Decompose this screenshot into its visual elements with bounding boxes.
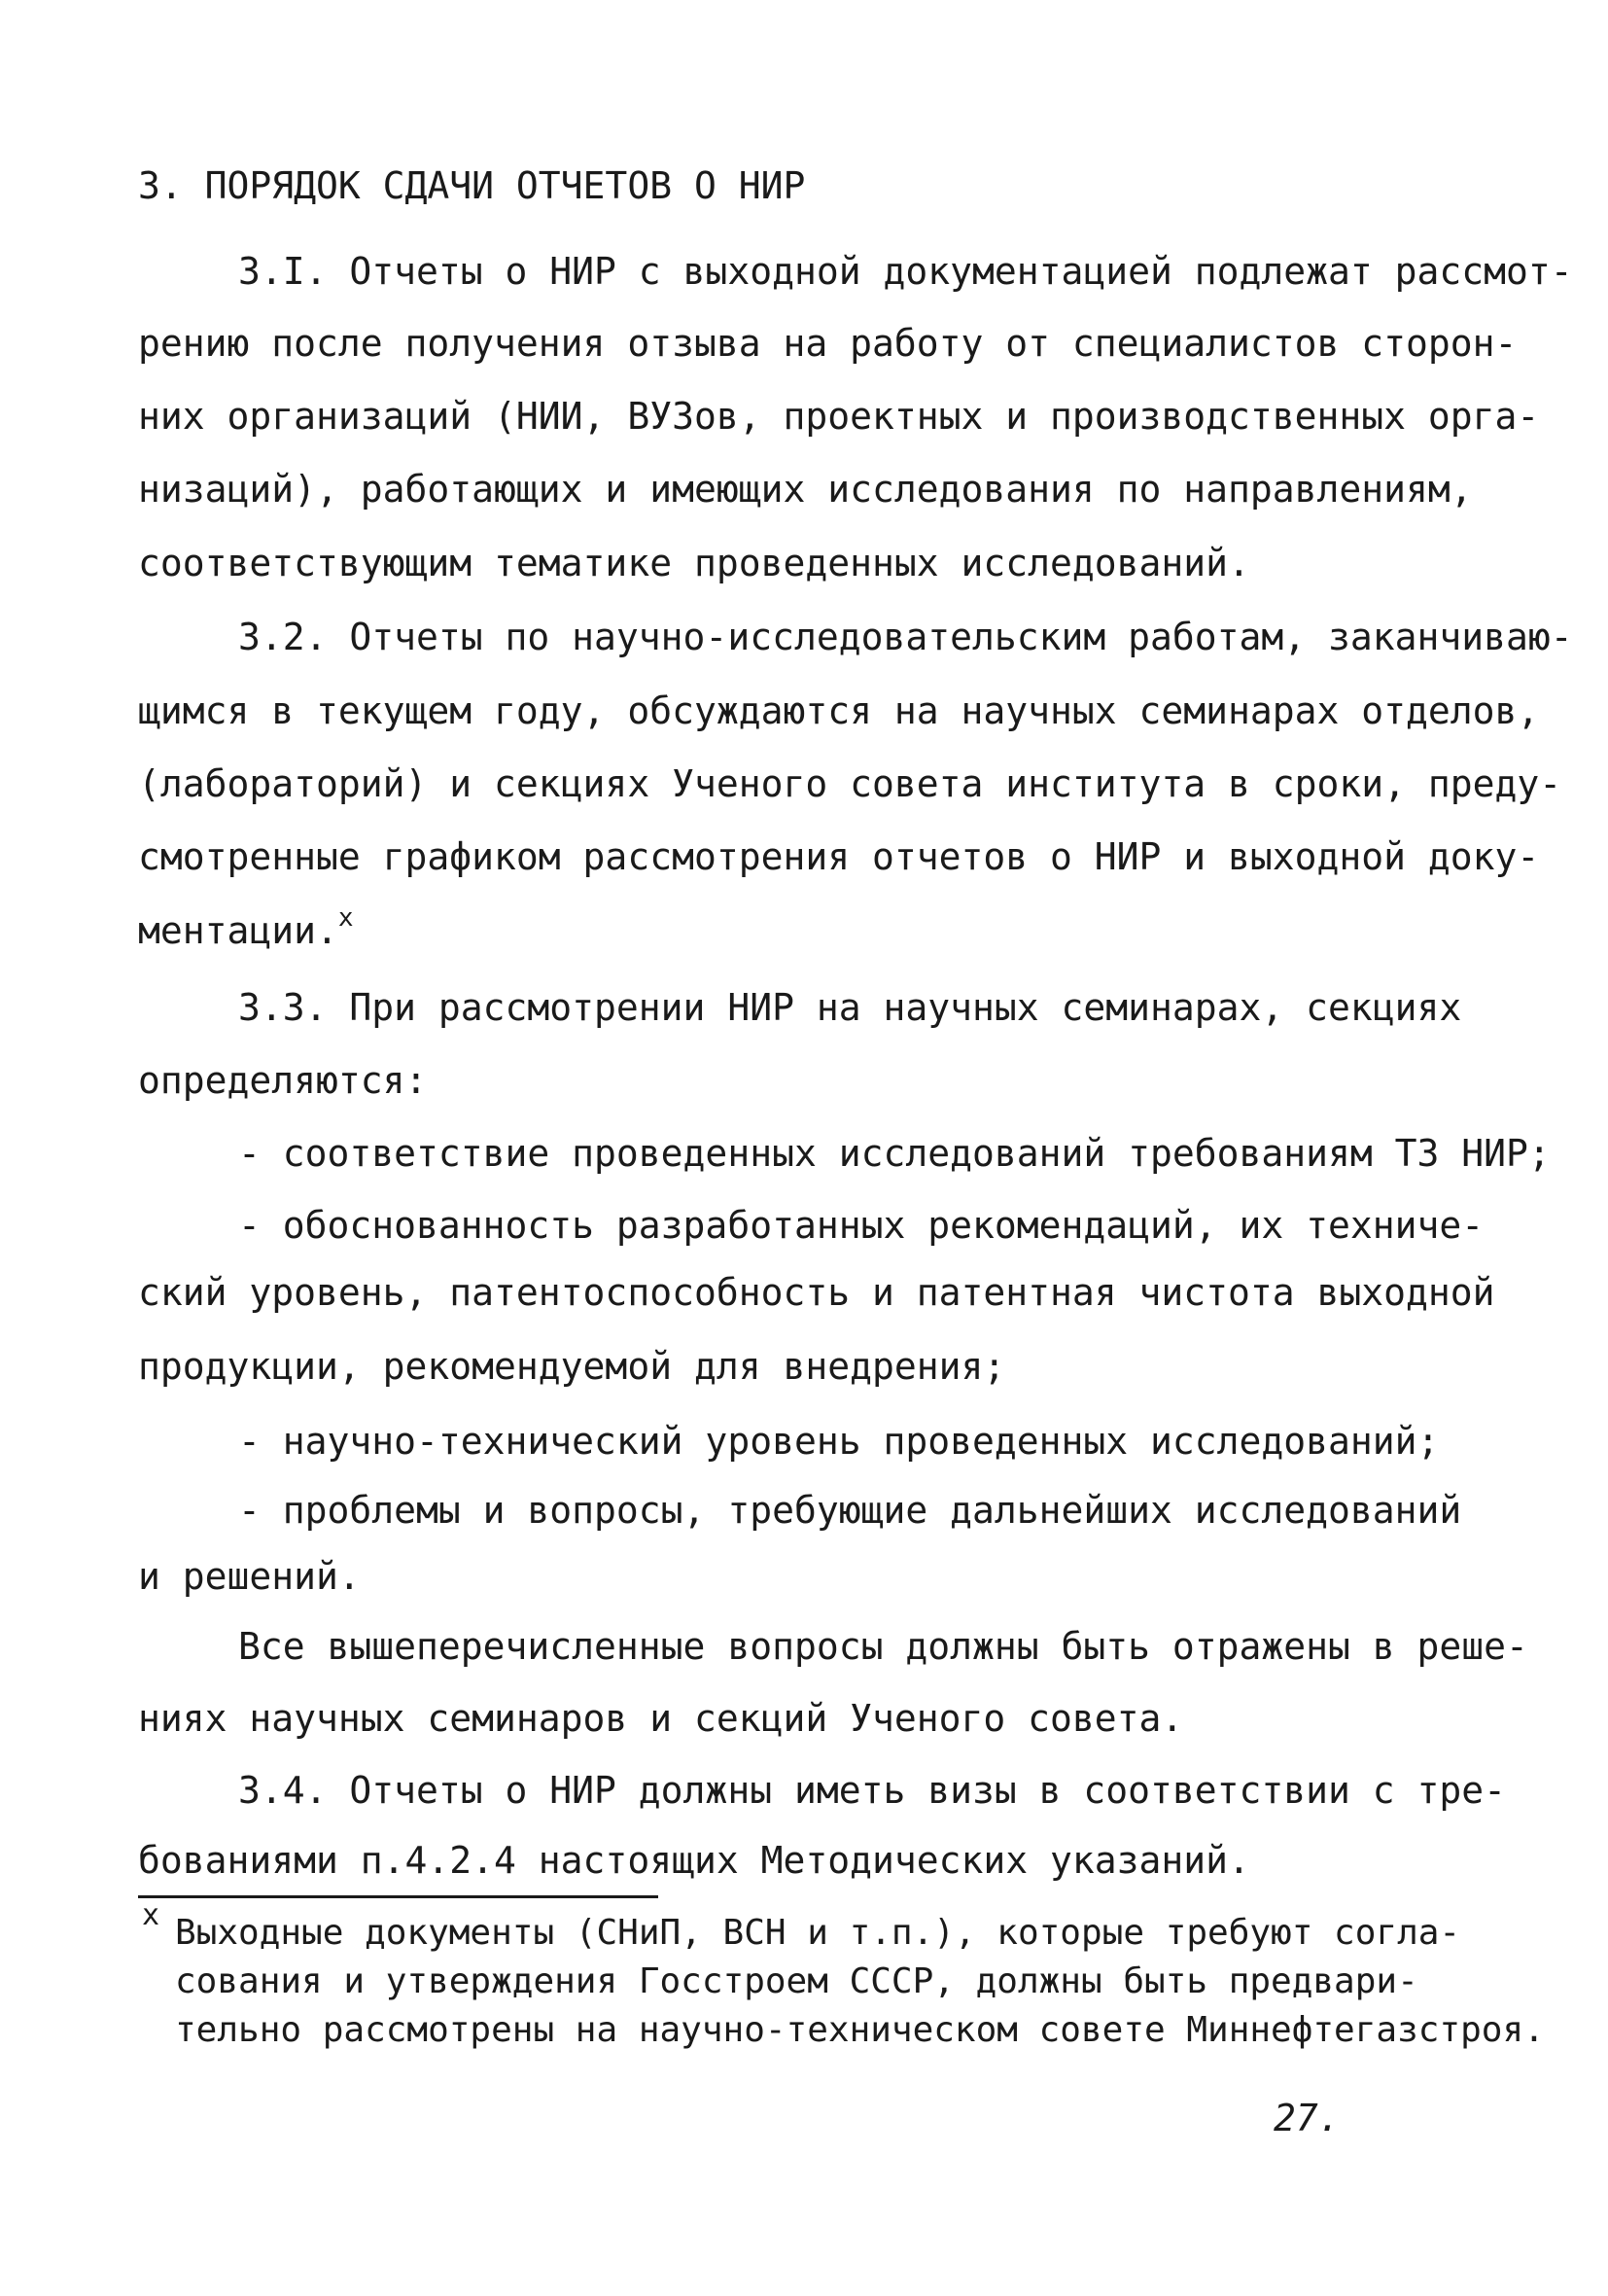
- paragraph-3-4-line-1: 3.4. Отчеты о НИР должны иметь визы в соответствии с тре-: [238, 1769, 1507, 1812]
- paragraph-3-2-line-3: (лабораторий) и секциях Ученого совета института в сроки, преду-: [138, 762, 1562, 805]
- list-item-4-line-1: - проблемы и вопросы, требующие дальнейших исследований: [238, 1489, 1462, 1532]
- paragraph-3-3-line-1: 3.3. При рассмотрении НИР на научных семинарах, секциях: [238, 986, 1462, 1029]
- list-item-1: - соответствие проведенных исследований требованиям ТЗ НИР;: [238, 1132, 1551, 1175]
- list-item-3: - научно-технический уровень проведенных исследований;: [238, 1420, 1440, 1463]
- footnote-marker: x: [142, 1898, 160, 1932]
- paragraph-3-1-line-3: них организаций (НИИ, ВУЗов, проектных и производственных орга-: [138, 395, 1540, 438]
- paragraph-3-1-line-1: 3.I. Отчеты о НИР с выходной документацией подлежат рассмот-: [238, 250, 1573, 293]
- footnote-reference: x: [337, 903, 354, 933]
- paragraph-3-2-line-2: щимся в текущем году, обсуждаются на научных семинарах отделов,: [138, 689, 1540, 732]
- paragraph-3-1-line-4: низаций), работающих и имеющих исследования по направлениям,: [138, 468, 1473, 511]
- footnote-line-1: Выходные документы (СНиП, ВСН и т.п.), которые требуют согла-: [175, 1913, 1461, 1953]
- paragraph-summary-line-1: Все вышеперечисленные вопросы должны быть отражены в реше-: [238, 1625, 1528, 1668]
- page-number: 27.: [1274, 2097, 1341, 2139]
- paragraph-summary-line-2: ниях научных семинаров и секций Ученого совета.: [138, 1697, 1184, 1740]
- paragraph-3-3-line-2: определяются:: [138, 1059, 428, 1102]
- list-item-4-line-2: и решений.: [138, 1555, 361, 1598]
- list-item-2-line-2: ский уровень, патентоспособность и патентная чистота выходной: [138, 1271, 1495, 1314]
- paragraph-3-4-line-2: бованиями п.4.2.4 настоящих Методических указаний.: [138, 1839, 1250, 1882]
- paragraph-3-1-line-5: соответствующим тематике проведенных исследований.: [138, 542, 1250, 584]
- footnote-divider: [138, 1895, 658, 1898]
- footnote-line-2: сования и утверждения Госстроем СССР, должны быть предвари-: [175, 1961, 1418, 2001]
- footnote-line-3: тельно рассмотрены на научно-техническом совете Миннефтегазстроя.: [175, 2010, 1545, 2050]
- paragraph-3-2-line-5: [138, 903, 354, 953]
- paragraph-3-2-line-1: 3.2. Отчеты по научно-исследовательским работам, заканчиваю-: [238, 616, 1573, 658]
- paragraph-3-2-line-4: смотренные графиком рассмотрения отчетов о НИР и выходной доку-: [138, 835, 1540, 878]
- paragraph-3-2-line-5-text: ментации.: [138, 909, 338, 952]
- paragraph-3-1-line-2: рению после получения отзыва на работу от специалистов сторон-: [138, 322, 1518, 365]
- list-item-2-line-1: - обоснованность разработанных рекомендаций, их техниче-: [238, 1204, 1485, 1247]
- section-heading: 3. ПОРЯДОК СДАЧИ ОТЧЕТОВ О НИР: [138, 164, 806, 207]
- list-item-2-line-3: продукции, рекомендуемой для внедрения;: [138, 1345, 1006, 1388]
